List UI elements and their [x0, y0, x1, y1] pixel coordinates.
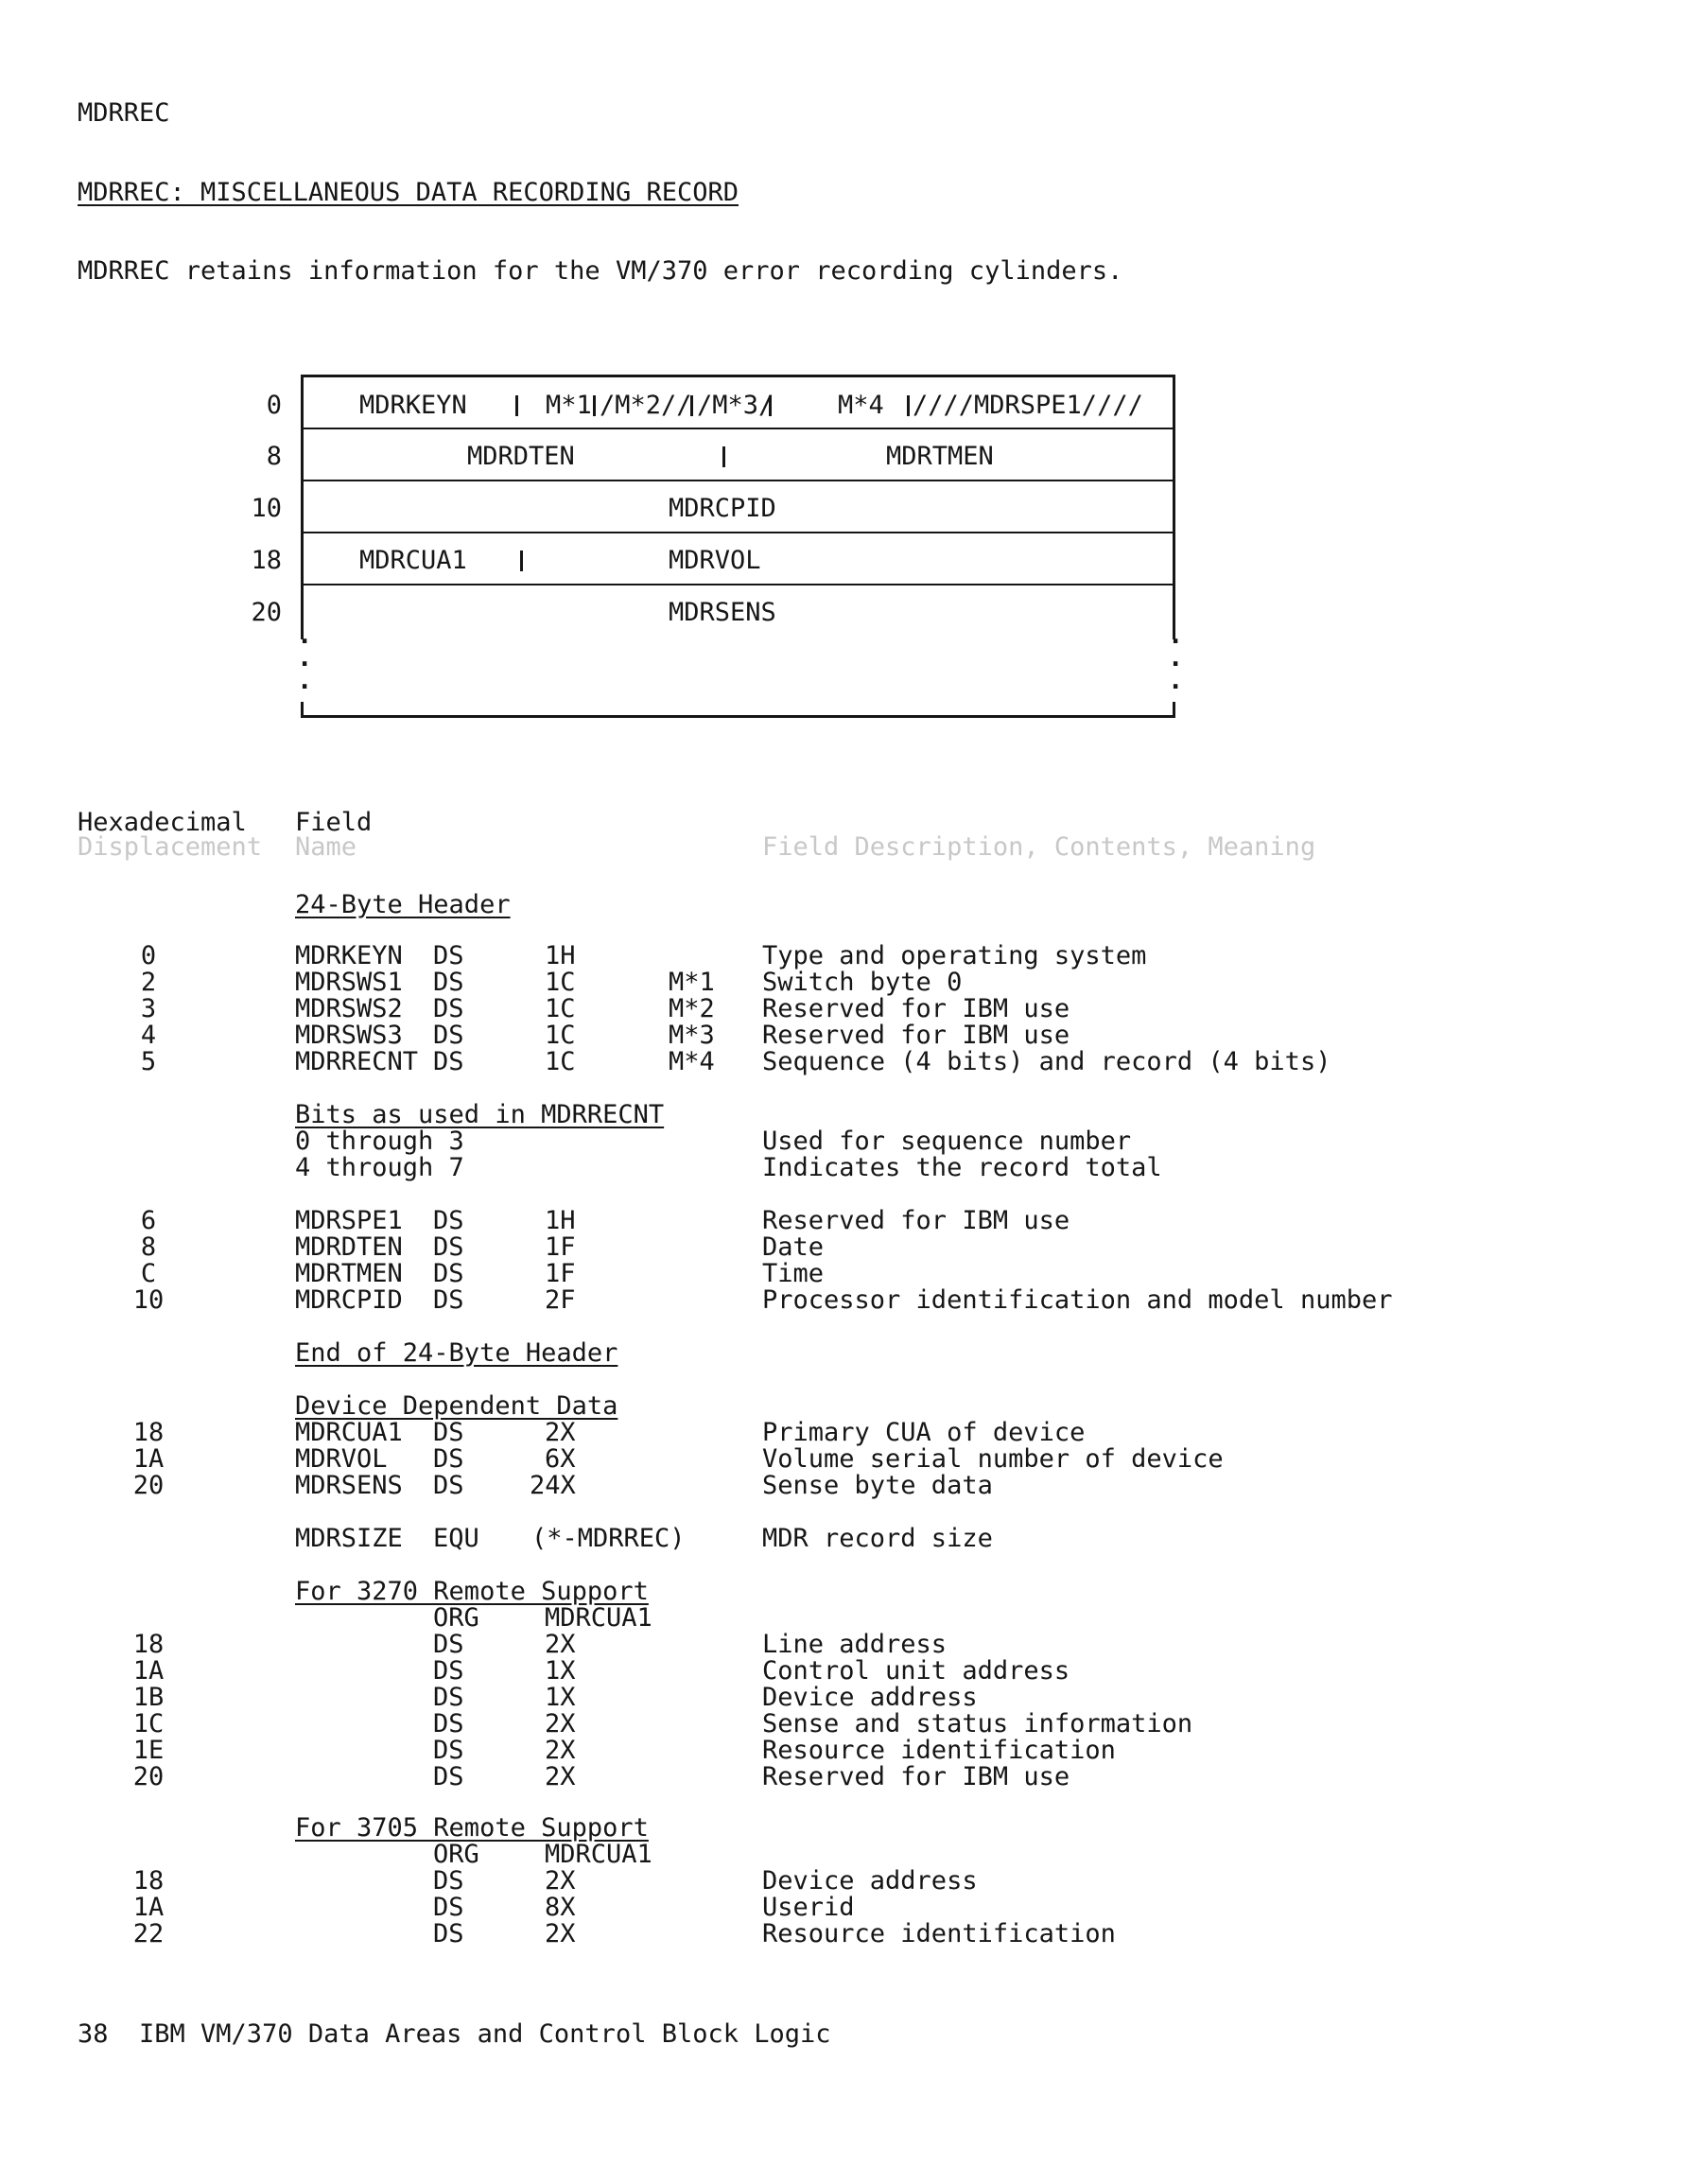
section-heading: For 3705 Remote Support	[295, 1813, 649, 1843]
frame-right-tail	[1173, 702, 1175, 718]
table-cell: DS	[433, 1285, 464, 1315]
table-cell: 2X	[545, 1736, 576, 1765]
table-cell: 3	[140, 994, 157, 1023]
intro-paragraph: MDRREC retains information for the VM/370 error recording cylinders.	[78, 256, 1123, 286]
table-cell: Device address	[762, 1866, 978, 1896]
section-heading: Bits as used in MDRRECNT	[295, 1100, 665, 1129]
running-head: MDRREC	[78, 98, 170, 128]
table-cell: MDRCUA1	[545, 1603, 652, 1633]
table-cell: 24X	[530, 1471, 576, 1500]
table-cell: DS	[433, 1259, 464, 1288]
table-cell: DS	[433, 1232, 464, 1262]
table-cell: DS	[433, 1893, 464, 1922]
table-cell: Userid	[762, 1893, 855, 1922]
table-cell: 6	[140, 1206, 157, 1235]
table-cell: MDRSWS3	[295, 1021, 403, 1050]
page-footer: 38 IBM VM/370 Data Areas and Control Block Logic	[78, 2019, 831, 2049]
table-cell: DS	[433, 1021, 464, 1050]
table-cell: EQU	[433, 1524, 479, 1553]
table-cell: MDRTMEN	[295, 1259, 403, 1288]
table-cell: 1C	[545, 994, 576, 1023]
table-cell: 2F	[545, 1285, 576, 1315]
table-cell: 1A	[132, 1656, 165, 1686]
col-field-header: Field	[295, 808, 373, 837]
table-cell: 1X	[545, 1683, 576, 1712]
offset-label: 18	[251, 546, 282, 575]
table-cell: 2X	[545, 1630, 576, 1659]
table-cell: 22	[132, 1919, 165, 1948]
table-cell: 0	[140, 941, 157, 970]
field-mdrspe1: ////MDRSPE1////	[913, 391, 1143, 420]
table-cell: 1H	[545, 1206, 576, 1235]
offset-label: 10	[251, 494, 282, 523]
table-cell: 10	[132, 1285, 165, 1315]
table-cell: 18	[132, 1418, 165, 1447]
table-cell: 20	[132, 1471, 165, 1500]
table-cell: M*2	[669, 994, 715, 1023]
table-cell: MDRSWS1	[295, 968, 403, 997]
table-cell: MDRCUA1	[295, 1418, 403, 1447]
frame-bottom	[301, 715, 1175, 718]
table-cell: Used for sequence number	[762, 1127, 1132, 1156]
row-divider	[301, 532, 1175, 533]
offset-label: 8	[266, 442, 282, 471]
table-cell: DS	[433, 1471, 464, 1500]
table-cell: DS	[433, 1709, 464, 1738]
table-cell: 2	[140, 968, 157, 997]
table-cell: MDRSENS	[295, 1471, 403, 1500]
table-cell: 1X	[545, 1656, 576, 1686]
col-hex-subheader: Displacement	[78, 832, 263, 862]
table-cell: MDRCPID	[295, 1285, 403, 1315]
table-cell: M*4	[669, 1047, 715, 1076]
field-mdrtmen: MDRTMEN	[886, 442, 994, 471]
table-cell: MDRRECNT	[295, 1047, 419, 1076]
field-mdrcua1: MDRCUA1	[359, 546, 467, 575]
table-cell: DS	[433, 1047, 464, 1076]
section-heading: End of 24-Byte Header	[295, 1338, 618, 1368]
table-cell: Resource identification	[762, 1736, 1116, 1765]
table-cell: 2X	[545, 1418, 576, 1447]
table-cell: Reserved for IBM use	[762, 994, 1070, 1023]
table-cell: Line address	[762, 1630, 948, 1659]
table-cell: 6X	[545, 1444, 576, 1474]
table-cell: 4	[140, 1021, 157, 1050]
table-cell: DS	[433, 1736, 464, 1765]
table-cell: Switch byte 0	[762, 968, 963, 997]
continuation-dots-right: . . .	[1168, 620, 1184, 695]
field-separator	[520, 550, 523, 571]
table-cell: 8	[140, 1232, 157, 1262]
table-cell: MDRVOL	[295, 1444, 388, 1474]
table-cell: Type and operating system	[762, 941, 1147, 970]
field-separator	[907, 395, 910, 416]
table-cell: DS	[433, 1762, 464, 1791]
table-cell: MDRSPE1	[295, 1206, 403, 1235]
row-divider	[301, 428, 1175, 429]
table-cell: 1C	[545, 968, 576, 997]
table-cell: Primary CUA of device	[762, 1418, 1086, 1447]
table-cell: 18	[132, 1630, 165, 1659]
table-cell: Date	[762, 1232, 825, 1262]
row-divider	[301, 480, 1175, 481]
field-separator	[593, 395, 596, 416]
table-cell: DS	[433, 1418, 464, 1447]
col-field-subheader: Name	[295, 832, 357, 862]
table-cell: Reserved for IBM use	[762, 1762, 1070, 1791]
frame-left-tail	[301, 702, 304, 718]
table-cell: MDRKEYN	[295, 941, 403, 970]
table-cell: 1A	[132, 1893, 165, 1922]
table-cell: MDRDTEN	[295, 1232, 403, 1262]
table-cell: DS	[433, 1866, 464, 1896]
table-cell: 1A	[132, 1444, 165, 1474]
table-cell: Volume serial number of device	[762, 1444, 1224, 1474]
table-cell: Sequence (4 bits) and record (4 bits)	[762, 1047, 1331, 1076]
table-cell: Time	[762, 1259, 825, 1288]
table-cell: 1C	[545, 1047, 576, 1076]
table-cell: 1B	[132, 1683, 165, 1712]
field-separator	[515, 395, 518, 416]
table-cell: DS	[433, 1630, 464, 1659]
table-cell: 4 through 7	[295, 1153, 464, 1182]
section-heading: Device Dependent Data	[295, 1391, 618, 1421]
table-cell: ORG	[433, 1840, 479, 1869]
table-cell: DS	[433, 1206, 464, 1235]
table-cell: 1F	[545, 1259, 576, 1288]
col-desc-header: Field Description, Contents, Meaning	[762, 832, 1316, 862]
table-cell: 2X	[545, 1709, 576, 1738]
table-cell: Device address	[762, 1683, 978, 1712]
table-cell: MDRSIZE	[295, 1524, 403, 1553]
table-cell: MDRSWS2	[295, 994, 403, 1023]
table-cell: 0 through 3	[295, 1127, 464, 1156]
table-cell: 8X	[545, 1893, 576, 1922]
page-title: MDRREC: MISCELLANEOUS DATA RECORDING RECORD	[78, 178, 739, 207]
table-cell: (*-MDRREC)	[531, 1524, 686, 1553]
table-cell: Processor identification and model number	[762, 1285, 1393, 1315]
table-cell: DS	[433, 968, 464, 997]
table-cell: Reserved for IBM use	[762, 1206, 1070, 1235]
field-m1: M*1	[546, 391, 592, 420]
row-divider	[301, 584, 1175, 585]
field-mdrcpid: MDRCPID	[669, 494, 776, 523]
section-heading: 24-Byte Header	[295, 890, 511, 919]
table-cell: Resource identification	[762, 1919, 1116, 1948]
table-cell: Reserved for IBM use	[762, 1021, 1070, 1050]
table-cell: 2X	[545, 1866, 576, 1896]
table-cell: Indicates the record total	[762, 1153, 1162, 1182]
table-cell: 2X	[545, 1762, 576, 1791]
offset-label: 0	[266, 391, 282, 420]
table-cell: Control unit address	[762, 1656, 1070, 1686]
table-cell: M*1	[669, 968, 715, 997]
table-cell: 2X	[545, 1919, 576, 1948]
field-separator	[722, 446, 725, 467]
offset-label: 20	[251, 598, 282, 627]
table-cell: MDR record size	[762, 1524, 993, 1553]
table-cell: 5	[140, 1047, 157, 1076]
table-cell: ORG	[433, 1603, 479, 1633]
table-cell: DS	[433, 994, 464, 1023]
table-cell: 1E	[132, 1736, 165, 1765]
field-mdrdten: MDRDTEN	[467, 442, 575, 471]
frame-left	[301, 375, 304, 639]
table-cell: M*3	[669, 1021, 715, 1050]
table-cell: MDRCUA1	[545, 1840, 652, 1869]
field-mdrvol: MDRVOL	[669, 546, 761, 575]
table-cell: DS	[433, 1444, 464, 1474]
table-cell: 1F	[545, 1232, 576, 1262]
frame-right	[1173, 375, 1175, 639]
field-m3: /M*3/	[697, 391, 774, 420]
continuation-dots-left: . . .	[297, 620, 313, 695]
table-cell: DS	[433, 1919, 464, 1948]
field-m2: /M*2//	[600, 391, 692, 420]
field-mdrsens: MDRSENS	[669, 598, 776, 627]
table-cell: Sense and status information	[762, 1709, 1193, 1738]
table-cell: 18	[132, 1866, 165, 1896]
table-cell: 1C	[545, 1021, 576, 1050]
table-cell: DS	[433, 1683, 464, 1712]
col-hex-header: Hexadecimal	[78, 808, 247, 837]
field-m4: M*4	[838, 391, 884, 420]
table-cell: 20	[132, 1762, 165, 1791]
table-cell: 1C	[132, 1709, 165, 1738]
table-cell: DS	[433, 1656, 464, 1686]
section-heading: For 3270 Remote Support	[295, 1577, 649, 1606]
table-cell: Sense byte data	[762, 1471, 993, 1500]
table-cell: C	[140, 1259, 157, 1288]
table-cell: DS	[433, 941, 464, 970]
table-cell: 1H	[545, 941, 576, 970]
field-mdrkeyn: MDRKEYN	[359, 391, 467, 420]
frame-top	[301, 375, 1175, 377]
